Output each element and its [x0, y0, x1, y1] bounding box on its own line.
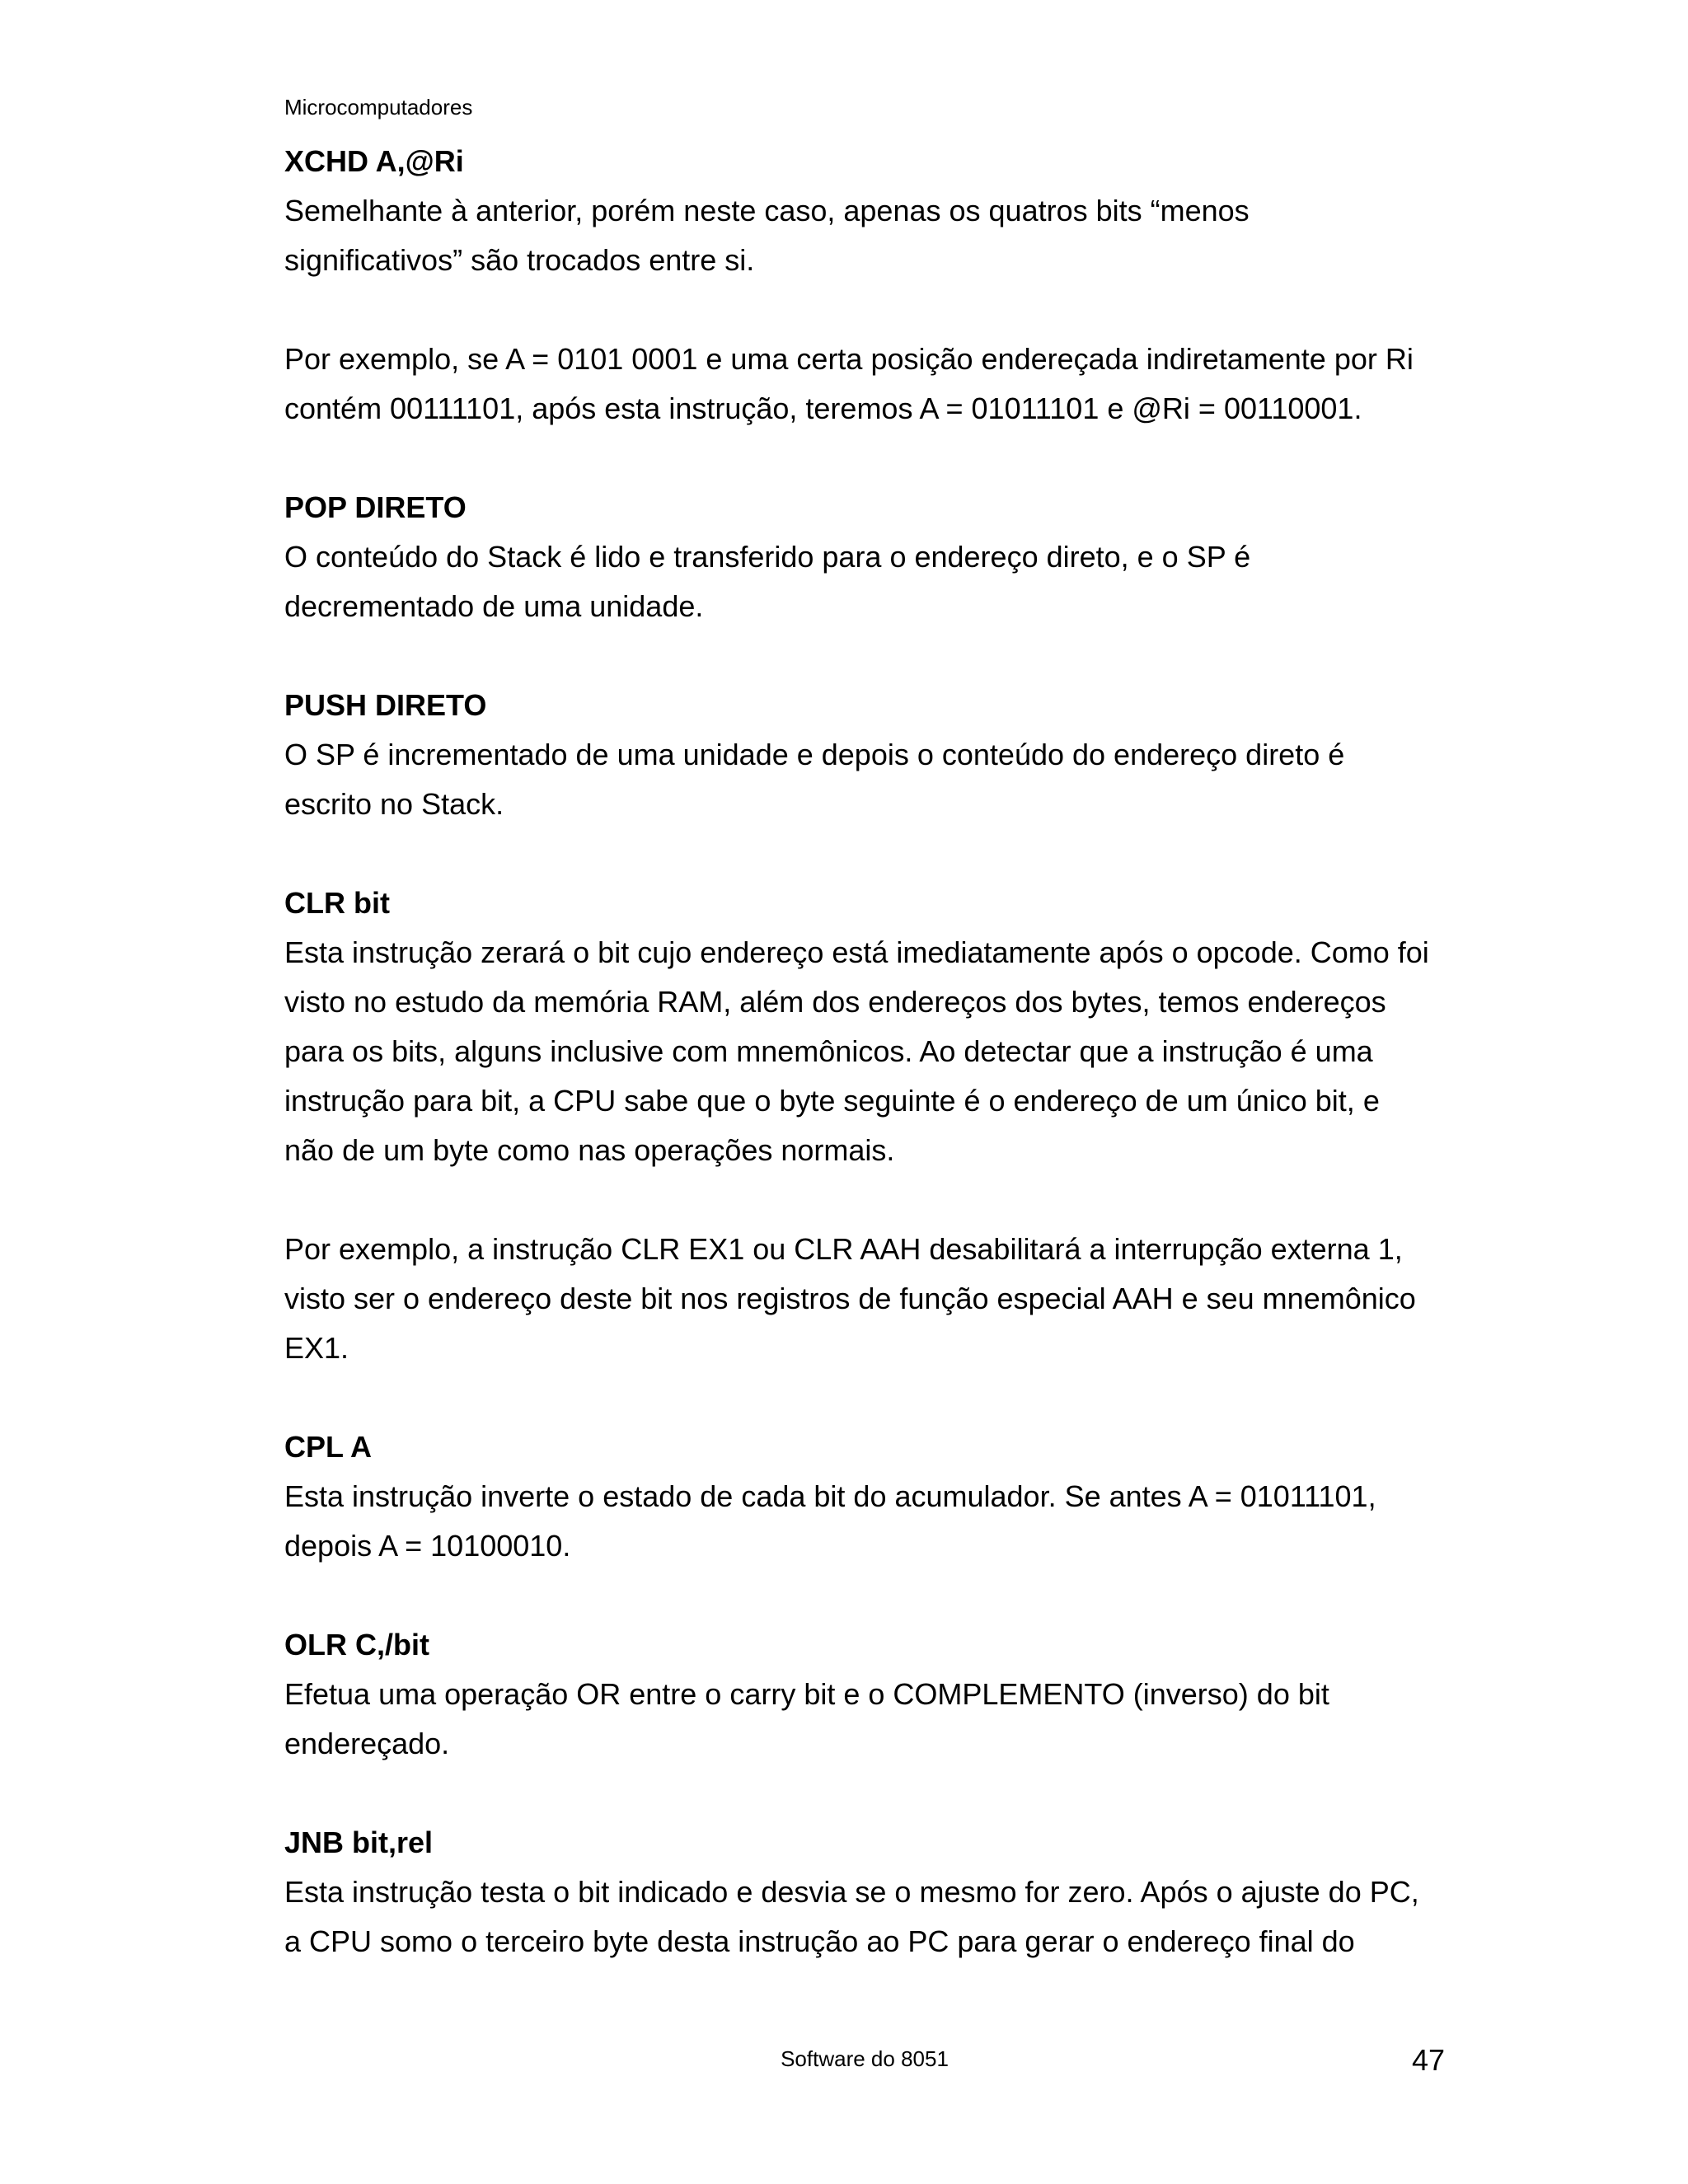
paragraph-line: endereçado. — [284, 1727, 450, 1760]
paragraph-line: Esta instrução testa o bit indicado e desvia se o mesmo for zero. Após o ajuste do PC, — [284, 1875, 1419, 1909]
instruction-section — [284, 681, 1455, 829]
page-number: 47 — [1412, 2043, 1446, 2077]
instruction-heading: CPL A — [284, 1430, 373, 1464]
paragraph-line: Efetua uma operação OR entre o carry bit e o COMPLEMENTO (inverso) do bit — [284, 1677, 1329, 1711]
paragraph-line: visto no estudo da memória RAM, além dos endereços dos bytes, temos endereços — [284, 985, 1386, 1019]
paragraph-line: a CPU somo o terceiro byte desta instrução ao PC para gerar o endereço final do — [284, 1924, 1355, 1958]
paragraph-line: Semelhante à anterior, porém neste caso, apenas os quatros bits “menos — [284, 194, 1250, 227]
page-body — [284, 137, 1455, 2016]
paragraph-line: O SP é incrementado de uma unidade e depois o conteúdo do endereço direto é — [284, 738, 1345, 771]
footer-chapter-title: Software do 8051 — [781, 2046, 949, 2071]
instruction-section — [284, 1620, 1455, 1769]
paragraph-line: para os bits, alguns inclusive com mnemônicos. Ao detectar que a instrução é uma — [284, 1034, 1373, 1068]
paragraph-gap — [284, 1175, 1455, 1225]
instruction-section — [284, 483, 1455, 631]
instruction-heading: JNB bit,rel — [284, 1825, 434, 1859]
paragraph-line: EX1. — [284, 1331, 349, 1365]
instruction-section — [284, 1818, 1455, 1966]
paragraph-line: significativos” são trocados entre si. — [284, 243, 755, 277]
paragraph-gap — [284, 285, 1455, 335]
instruction-heading: CLR bit — [284, 886, 390, 920]
instruction-heading: PUSH DIRETO — [284, 688, 487, 722]
instruction-section — [284, 1422, 1455, 1571]
paragraph-line: Por exemplo, se A = 0101 0001 e uma certa posição endereçada indiretamente por Ri — [284, 342, 1414, 376]
paragraph-line: não de um byte como nas operações normais. — [284, 1133, 895, 1167]
instruction-section — [284, 137, 1455, 434]
paragraph-line: visto ser o endereço deste bit nos registros de função especial AAH e seu mnemônico — [284, 1282, 1416, 1315]
paragraph-line: escrito no Stack. — [284, 787, 504, 821]
paragraph-line: depois A = 10100010. — [284, 1529, 571, 1563]
instruction-heading: OLR C,/bit — [284, 1628, 429, 1661]
paragraph-line: Por exemplo, a instrução CLR EX1 ou CLR AAH desabilitará a interrupção externa 1, — [284, 1232, 1403, 1266]
paragraph-line: instrução para bit, a CPU sabe que o byte seguinte é o endereço de um único bit, e — [284, 1084, 1380, 1118]
instruction-heading: XCHD A,@Ri — [284, 144, 464, 178]
paragraph-line: O conteúdo do Stack é lido e transferido para o endereço direto, e o SP é — [284, 540, 1251, 574]
paragraph-line: decrementado de uma unidade. — [284, 589, 704, 623]
instruction-section — [284, 879, 1455, 1373]
paragraph-line: Esta instrução inverte o estado de cada bit do acumulador. Se antes A = 01011101, — [284, 1479, 1376, 1513]
paragraph-line: contém 00111101, após esta instrução, teremos A = 01011101 e @Ri = 00110001. — [284, 391, 1362, 425]
paragraph-line: Esta instrução zerará o bit cujo endereço está imediatamente após o opcode. Como foi — [284, 935, 1429, 969]
running-header: Microcomputadores — [284, 95, 473, 120]
instruction-heading: POP DIRETO — [284, 490, 467, 524]
